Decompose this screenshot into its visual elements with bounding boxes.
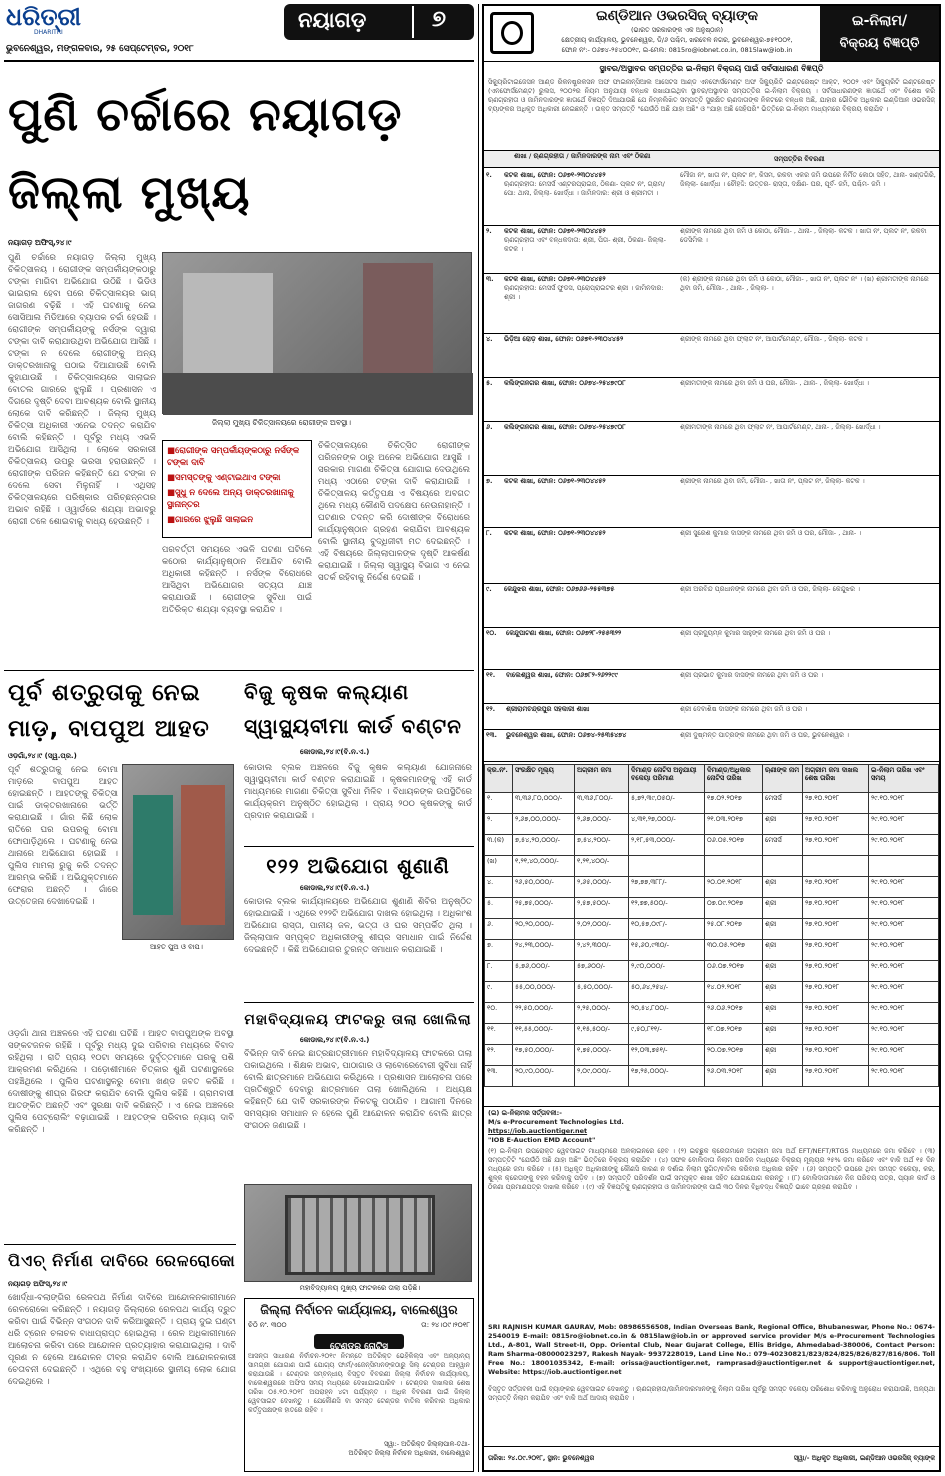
table-cell: ୯,୫୦,୮୧୧/- bbox=[629, 1024, 705, 1045]
table-row bbox=[485, 1024, 939, 1045]
tender-body: ଆସନ୍ତା ସାଧାରଣ ନିର୍ବାଚନ-୨୦୧୯ ନିମନ୍ତେ ଅତିରିକ୍ତ ଭେହିକିଲ୍‌ସ ଏବଂ ଅନ୍ୟାନ୍ୟ ସାମଗ୍ରୀ ଯୋଗାଣ ପାଇଁ ଯୋଗ୍ୟ ଫାର୍ମ/ଏଜେନ୍‌ସିମାନଙ୍କଠାରୁ ସିଲ୍‌ ଟେଣ୍ଡର ଆହ୍ୱାନ କରାଯାଉଛି । ଟେଣ୍ଡର ସମ୍ବନ୍ଧୀୟ ବିସ୍ତୃତ ବିବରଣୀ ଜିଲ୍ଲା ନିର୍ବାଚନ କାର୍ଯ୍ୟାଳୟ, ବାଲେଶ୍ୱରରେ ଅଫିସ ସମୟ ମଧ୍ୟରେ ଦେଖାଯାଇପାରିବ । ଟେଣ୍ଡର ଦାଖଲର ଶେଷ ତାରିଖ ୦୫.୧୦.୨୦୧୮ ଅପରାହ୍ନ ୪ଟା ପର୍ଯ୍ୟନ୍ତ । ଅଧିକ ବିବରଣୀ ପାଇଁ ଜିଲ୍ଲା ୱେବସାଇଟ ଦେଖନ୍ତୁ । ଯେକୌଣସି ବା ସମସ୍ତ ଟେଣ୍ଡର ବାତିଲ କରିବାର ଅଧିକାର କର୍ତ୍ତୃପକ୍ଷଙ୍କ ହାତରେ ରହିବ । bbox=[248, 1352, 470, 1414]
branch-name: କେନ୍ଦୁପାଟଣା ଶାଖା, ଫୋନ: ୦୬୭୨୮-୨୫୫୩୨୨ bbox=[506, 629, 622, 637]
lead-bullets-box bbox=[162, 440, 312, 538]
bank-auction-ad bbox=[482, 4, 941, 1472]
table-cell: ୩,୩୬,୮୦୦/- bbox=[575, 793, 629, 814]
section-title: ନୟାଗଡ଼ bbox=[298, 8, 367, 32]
table-cell: ୨୭.୧୦.୨୦୧୮ bbox=[803, 898, 869, 919]
story5-headline: ମହାବିଦ୍ୟାଳୟ ଫାଟକରୁ ତାଲା ଖୋଲିଲା bbox=[244, 1012, 472, 1028]
table-cell: ୨୯.୧୦.୨୦୧୮ bbox=[869, 940, 939, 961]
notice-intro: ସିକ୍ୟୁରିଟାଇଜେସନ ଆଣ୍ଡ ରିକନଷ୍ଟ୍ରକସନ ଅଫ ଫାଇନାନ୍ସିଆଲ ଆସେଟସ ଆଣ୍ଡ ଏନଫୋର୍ସମେଣ୍ଟ ଅଫ ସିକ୍ୟୁରିଟି ଇଣ୍ଟରେଷ୍ଟ ଆକ୍ଟ, ୨୦୦୨ ଏବଂ ସିକ୍ୟୁରିଟି ଇଣ୍ଟରେଷ୍ଟ (ଏନଫୋର୍ସମେଣ୍ଟ) ରୁଲସ, ୨୦୦୨ର ନିୟମ ଅନୁଯାୟୀ ବନ୍ଧକ ରଖାଯାଇଥିବା ସ୍ଥାବର/ଅସ୍ଥାବର ସମ୍ପତ୍ତିର ଇ-ନିଲାମ ବିକ୍ରୟ । ସର୍ବସାଧାରଣଙ୍କ ଜ୍ଞାତାର୍ଥେ ଏବଂ ବିଶେଷ କରି ଋଣଗ୍ରହୀତା ଓ ଜାମିନଦାରଙ୍କ ଜ୍ଞାତାର୍ଥେ ବିଜ୍ଞପ୍ତି ଦିଆଯାଉଛି ଯେ ନିମ୍ନଲିଖିତ ସମ୍ପତ୍ତି ସୁରକ୍ଷିତ ଋଣଦାତାଙ୍କ ନିକଟରେ ବନ୍ଧକ ଅଛି, ଯାହାର ଭୌତିକ ଅଧିକାର ଇଣ୍ଡିଆନ ଓଭରସିଜ୍ ବ୍ୟାଙ୍କର ଅଧିକୃତ ଅଧିକାରୀ ନେଇଛନ୍ତି । ଉକ୍ତ ସମ୍ପତ୍ତି "ଯେଉଁଠି ଅଛି ଯାହା ଅଛି" ଓ "ଯାହା ଅଛି ସେହିପରି" ଭିତ୍ତିରେ ଇ-ନିଲାମ ମାଧ୍ୟମରେ ବିକ୍ରୟ କରାଯିବ । bbox=[488, 78, 935, 113]
table-cell: ଶ୍ରୀ bbox=[763, 898, 803, 919]
table-header: ଋଣୀଙ୍କ ନାମ bbox=[763, 765, 803, 793]
story2-body-b: ଓଡ଼ଗାଁ ଥାନା ଅଞ୍ଚଳରେ ଏହି ଘଟଣା ଘଟିଛି । ଆହତ ବାପପୁଅଙ୍କ ଅବସ୍ଥା ସଙ୍କଟଜନକ ରହିଛି । ପୂର୍ବରୁ ମଧ୍ୟ ଦୁଇ ପରିବାର ମଧ୍ୟରେ ବିବାଦ ରହିଥିଲା । ରାତି ପ୍ରାୟ ୧୦ଟା ସମୟରେ ଦୁର୍ବୃତ୍ତମାନେ ଘରକୁ ପଶି ଆକ୍ରମଣ କରିଥିଲେ । ପଡ଼ୋଶୀମାନେ ଚିତ୍କାର ଶୁଣି ଘଟଣାସ୍ଥଳରେ ପହଞ୍ଚିଥିଲେ । ପୁଲିସ ଘଟଣାସ୍ଥଳରୁ ବୋମା ଖଣ୍ଡ ଜବତ କରିଛି । ଦୋଷୀଙ୍କୁ ଶୀଘ୍ର ଗିରଫ କରାଯିବ ବୋଲି ପୁଲିସ କହିଛି । ଗ୍ରାମବାସୀ ଆତଙ୍କିତ ଅଛନ୍ତି ଏବଂ ସୁରକ୍ଷା ଦାବି କରିଛନ୍ତି । ଏ ନେଇ ଅଞ୍ଚଳରେ ପୁଲିସ ପେଟ୍ରୋଲିଂ ବଢ଼ାଯାଇଛି । ଆହତଙ୍କ ପରିବାର ନ୍ୟାୟ ଦାବି କରିଛନ୍ତି । bbox=[8, 1029, 234, 1135]
table-cell: ୧୪.୦୨.୨୦୧୮ bbox=[705, 982, 763, 1003]
table-cell: ଶ୍ରୀ bbox=[763, 1045, 803, 1066]
lead-bullet-3: ■ସୁଧୁ ନ ଦେଲେ ଅନ୍ୟ ଡାକ୍ତରଖାନାକୁ ସ୍ଥାନାନ୍ତର bbox=[167, 488, 294, 510]
table-header-row bbox=[485, 765, 939, 793]
story5-dateline: କୋଡାଲ,୨୪।୯(ବି.ନ.ଏ.) bbox=[300, 1036, 370, 1044]
table-cell: ୭,୫୪,୨୦୦/- bbox=[575, 835, 629, 856]
table-cell bbox=[763, 856, 803, 877]
newspaper-logo bbox=[6, 4, 116, 36]
table-cell: ୬. bbox=[485, 919, 513, 940]
table-row bbox=[485, 898, 939, 919]
branch-row: ୪. ଭିଡ଼ିଆ ରୋଡ଼ ଶାଖା, ଫୋନ: ୦୬୭୧-୨୩୦୪୪୫୨ ଶ୍ରୀଙ୍କ ନାମରେ ଥିବା ଫ୍ଲାଟ ନଂ, ଆପାର୍ଟମେଣ୍ଟ, ମୌଜା- , ଜିଲ୍ଲା- କଟକ । bbox=[484, 334, 939, 378]
column-divider bbox=[478, 4, 479, 1472]
tender-subtitle-badge bbox=[314, 1334, 404, 1352]
branch-row: ୧୦. କେନ୍ଦୁପାଟଣା ଶାଖା, ଫୋନ: ୦୬୭୨୮-୨୫୫୩୨୨ ଶ୍ରୀ ପ୍ରଦ୍ୟୁମ୍ନ କୁମାର ସାହୁଙ୍କ ନାମରେ ଥିବା ଜମି ଓ ଘର । bbox=[484, 628, 939, 670]
branch-name: ବାଲେଶ୍ୱର ଶାଖା, ଫୋନ: ୦୬୭୮୨-୨୬୨୨୯୯ bbox=[506, 671, 618, 679]
branch-name: କଲିଙ୍ଗନଗର ଶାଖା, ଫୋନ: ୦୬୭୪-୨୫୪୭୯୦୮ bbox=[504, 423, 626, 431]
table-row bbox=[485, 793, 939, 814]
table-cell: (ଖ) bbox=[485, 856, 513, 877]
table-cell: ୫୦,୬୪,୨୫୪/- bbox=[629, 982, 705, 1003]
property-column-header: ସମ୍ପତ୍ତିର ବିବରଣୀ bbox=[774, 155, 825, 163]
table-cell: ୧,୨୧,୪୦,୦୦୦/- bbox=[513, 856, 575, 877]
tender-date: ତା: ୨୪।୦୯।୨୦୧୮ bbox=[421, 1321, 470, 1329]
bank-logo-icon bbox=[490, 12, 534, 54]
table-header: କ୍ର.ନଂ. bbox=[485, 765, 513, 793]
table-header: ଇ-ନିଲାମ ତାରିଖ ଏବଂ ସମୟ bbox=[869, 765, 939, 793]
branch-name: କଟକ ଶାଖା, ଫୋନ: ୦୬୭୧-୨୩୦୪୪୫୨ bbox=[504, 275, 606, 283]
branch-number: ୮. bbox=[486, 529, 492, 537]
table-cell: ୧୦,୫୭,୦୯୮/- bbox=[629, 919, 705, 940]
table-cell: ୨୯.୧୦.୨୦୧୮ bbox=[869, 1066, 939, 1087]
table-cell bbox=[803, 856, 869, 877]
lead-photo-caption: ଜିଲ୍ଲା ମୁଖ୍ୟ ଚିକିତ୍ସାଳୟରେ ରୋଗୀଙ୍କ ଅବସ୍ଥା। bbox=[212, 418, 351, 427]
branch-number: ୯. bbox=[486, 585, 492, 593]
table-cell: ୫୫,୦୦,୦୦୦/- bbox=[513, 982, 575, 1003]
bank-name-sub: (ଭାରତ ସରକାରଙ୍କ ଏକ ଅନୁଷ୍ଠାନ) bbox=[630, 26, 724, 34]
story4-dateline: କୋଡାଲ,୨୪।୯(ବି.ନ.ଏ.) bbox=[300, 884, 370, 892]
branch-name: ଭୁବନେଶ୍ୱର ଶାଖା, ଫୋନ: ୦୬୭୪-୨୫୩୫୪୭୪ bbox=[506, 731, 627, 739]
table-cell: ଶ୍ରୀ bbox=[763, 940, 803, 961]
table-cell: ୨୨,୫୦,୦୦୦/- bbox=[513, 1003, 575, 1024]
terms-contact-details: SRI RAJNISH KUMAR GAURAV, Mob: 08986556508, Indian Overseas Bank, Regional Office, Bhubaneswar, Phone No.: 0674-2540019 E-mail: 0815ro@iobnet.co.in & 0815law@iob.in or approved service provider M/s e-Procurement Technologies Ltd., A-801, Wall Street-II, Opp. Oriental Club, Near Gujarat College, Ellis Bridge, Ahmedabad-380006, Contact Person: Ram Sharma-08000023297, Rakesh Nayak- 9937228019, Land Line No.: 079-40230821/823/824/825/826/827/816/806. Toll Free No.: 18001035342, E-mail: orissa@auctiontiger.net, ramprasad@auctiontiger.net & support@auctiontiger.net, Website: https://iob.auctiontiger.net bbox=[488, 1323, 935, 1376]
tender-title: ଜିଲ୍ଲା ନିର୍ବାଚନ କାର୍ଯ୍ୟାଳୟ, ବାଲେଶ୍ୱର bbox=[260, 1302, 458, 1317]
story5-top-rule bbox=[244, 1002, 474, 1003]
table-cell: ଶ୍ରୀ bbox=[763, 919, 803, 940]
branch-row: ୫. କଲିଙ୍ଗନଗର ଶାଖା, ଫୋନ: ୦୬୭୪-୨୫୪୭୯୦୮ ଶ୍ରୀମତୀଙ୍କ ନାମରେ ଥିବା ଜମି ଓ ଘର, ମୌଜା- , ଥାନା- , ଜିଲ୍ଲା- ଖୋର୍ଦ୍ଧା । bbox=[484, 378, 939, 422]
bank-contact: ଫୋନ ନଂ:- ୦୬୭୪-୨୫୪୦୦୧୯, ଇ-ମେଲ: 0815ro@iobnet.co.in, 0815law@iob.in bbox=[561, 46, 793, 54]
table-cell: ୧୭.୦୨.୨୦୧୭ bbox=[705, 793, 763, 814]
lead-headline-2: ଜିଲ୍ଲା ମୁଖ୍ୟ bbox=[8, 165, 251, 219]
table-cell: ୨୦.୦୭.୨୦୧୭ bbox=[705, 1045, 763, 1066]
table-row bbox=[485, 1066, 939, 1087]
branch-number: ୨. bbox=[486, 227, 492, 235]
branch-row: ୯. କେନ୍ଦୁଝର ଶାଖା, ଫୋନ: ୦୬୭୬୬-୨୫୫୩୭୫ ଶ୍ରୀ ଅରବିନ୍ଦ ପ୍ରଧାନଙ୍କ ନାମରେ ଥିବା ଜମି ଓ ଘର, ଜିଲ୍ଲା- କେନ୍ଦୁଝର । bbox=[484, 584, 939, 628]
story6-top-rule bbox=[4, 1244, 236, 1245]
branch-number: ୬. bbox=[486, 423, 493, 431]
branch-name: ଭିଡ଼ିଆ ରୋଡ଼ ଶାଖା, ଫୋନ: ୦୬୭୧-୨୩୦୪୪୫୨ bbox=[504, 335, 624, 343]
table-cell: ୨୭.୧୦.୨୦୧୮ bbox=[803, 919, 869, 940]
logo-subtitle: DHARITRI bbox=[34, 29, 63, 36]
table-cell: ୨୭.୧୦.୨୦୧୮ bbox=[803, 814, 869, 835]
table-cell: ୨୭.୧୦.୨୦୧୮ bbox=[803, 835, 869, 856]
notice-type-line-1: ଇ-ନିଲାମ/ bbox=[851, 13, 908, 29]
table-cell: ୨୯.୧୦.୨୦୧୮ bbox=[869, 814, 939, 835]
story2-dateline: ଓଡ଼ଗାଁ,୨୪।୯ (ସ୍ୱ.ପ୍ର.) bbox=[8, 752, 77, 760]
story2-headline-2: ମାଡ଼, ବାପପୁଅ ଆହତ bbox=[8, 716, 210, 742]
story2-photo-caption: ଆହତ ପୁଅ ଓ ବାପ। bbox=[150, 943, 203, 951]
table-row bbox=[485, 1045, 939, 1066]
story6-dateline: ନୟାଗଡ଼ ଅଫିସ୍‌,୨୪।୯ bbox=[8, 1280, 68, 1288]
terms-closing: ବିସ୍ତୃତ ସର୍ତ୍ତାବଳୀ ପାଇଁ ବ୍ୟାଙ୍କର ୱେବସାଇଟ ଦେଖନ୍ତୁ । ଋଣଗ୍ରହୀତା/ଜାମିନଦାରମାନଙ୍କୁ ନିଲାମ ତାରିଖ ପୂର୍ବରୁ ସମସ୍ତ ବକେୟା ପରିଶୋଧ କରିବାକୁ ଅନୁରୋଧ କରାଯାଉଛି, ଅନ୍ୟଥା ସମ୍ପତ୍ତି ନିଲାମ କରାଯିବ ଏବଂ ବାକି ଅର୍ଥ ଆଦାୟ କରାଯିବ । bbox=[488, 1385, 935, 1402]
table-cell: ୨୭.୧୦.୨୦୧୮ bbox=[803, 1045, 869, 1066]
table-cell: ୧୩. bbox=[485, 1066, 513, 1087]
story6-body: ଖୋର୍ଦ୍ଧା-ବଲାଙ୍ଗିର ରେଳପଥ ନିର୍ମାଣ ଦାବିରେ ଆନ୍ଦୋଳନକାରୀମାନେ ରେଳରୋକୋ କରିଛନ୍ତି । ନୟାଗଡ଼ ଜିଲ୍ଲାରେ ରେଳପଥ କାର୍ଯ୍ୟ ଦ୍ରୁତ କରିବା ପାଇଁ ବିଭିନ୍ନ ସଂଗଠନ ଦାବି କରିଆସୁଛନ୍ତି । ପ୍ରାୟ ଦୁଇ ଘଣ୍ଟା ଧରି ଟ୍ରେନ ଚଳାଚଳ ବାଧାପ୍ରାପ୍ତ ହୋଇଥିଲା । ରେଳ ଅଧିକାରୀମାନେ ଆଲୋଚନା କରିବା ପରେ ଆନ୍ଦୋଳନ ପ୍ରତ୍ୟାହାର କରାଯାଇଥିଲା । ଦାବି ପୂରଣ ନ ହେଲେ ଆନ୍ଦୋଳନ ତୀବ୍ର କରାଯିବ ବୋଲି ଆନ୍ଦୋଳନକାରୀ ଚେତାବନୀ ଦେଇଛନ୍ତି । ଏଥିରେ ବହୁ ସଂଖ୍ୟାରେ ସ୍ଥାନୀୟ ଲୋକ ଯୋଗ ଦେଇଥିଲେ । bbox=[8, 1293, 236, 1387]
table-cell: ୧,୧୫,୫୦୦/- bbox=[575, 1024, 629, 1045]
masthead bbox=[6, 4, 474, 42]
table-cell: ୧. bbox=[485, 793, 513, 814]
table-cell bbox=[869, 856, 939, 877]
table-cell: ୨୭.୧୦.୨୦୧୮ bbox=[803, 793, 869, 814]
table-cell: ୫,୭୨,୩୯,୦୫୦/- bbox=[629, 793, 705, 814]
table-cell: ୨୯.୧୦.୨୦୧୮ bbox=[869, 898, 939, 919]
story4-headline: ୧୨୨ ଅଭିଯୋଗ ଶୁଣାଣି bbox=[266, 854, 450, 878]
table-cell: ୧୧,୫୫,୦୦୦/- bbox=[513, 1024, 575, 1045]
table-cell: ୭,୫୪,୨୦,୦୦୦/- bbox=[513, 835, 575, 856]
branch-number: ୭. bbox=[486, 477, 493, 485]
story3-dateline: କୋଡାଲ,୨୪।୯(ବି.ନ.ଏ.) bbox=[300, 748, 370, 756]
table-cell: ୪. bbox=[485, 877, 513, 898]
table-cell: ୨,୧୮,୫୩,୦୦୦/- bbox=[629, 835, 705, 856]
table-cell: ୪,୩୧,୨୭,୦୦୦/- bbox=[629, 814, 705, 835]
branch-name: କେନ୍ଦୁଝର ଶାଖା, ଫୋନ: ୦୬୭୬୬-୨୫୫୩୭୫ bbox=[504, 585, 615, 593]
lead-bullet-2: ■ସମସ୍ତଙ୍କୁ ଏଣ୍ଟାଇଥାଏ ଟଙ୍କା bbox=[167, 473, 281, 483]
table-cell: ୩,୩୬,୮୦,୦୦୦/- bbox=[513, 793, 575, 814]
branch-number: ୩. bbox=[486, 275, 494, 283]
story6-headline: ପିଏଚ୍‌ ନିର୍ମାଣ ଦାବିରେ ରେଳରୋକୋ bbox=[8, 1251, 236, 1270]
branch-row: ୧. କଟକ ଶାଖା, ଫୋନ: ୦୬୭୧-୨୩୦୪୪୫୨ ଋଣଗ୍ରହୀତା: ମେସର୍ସ ଏଣ୍ଟରପ୍ରାଇଜ, ଠିକଣା- ପ୍ଲଟ ନଂ, ଗ୍ରାମ/ପୋ: ଥାନା, ଜିଲ୍ଲା- ଖୋର୍ଦ୍ଧା । ଜାମିନଦାର: ଶ୍ରୀ ଓ ଶ୍ରୀମତୀ । ମୌଜା ନଂ, ଖାତା ନଂ, ପ୍ଲଟ ନଂ, କିସମ, ରକବା ଏକର ଜମି ଉପରେ ନିର୍ମିତ କୋଠା ସହିତ, ଥାନା- ଖଣ୍ଡଗିରି, ଜିଲ୍ଲା- ଖୋର୍ଦ୍ଧା । ଚୌହଦ୍ଦି: ଉତ୍ତର- ରାସ୍ତା, ଦକ୍ଷିଣ- ଘର, ପୂର୍ବ- ଜମି, ପଶ୍ଚିମ- ଜମି । bbox=[484, 170, 939, 226]
table-cell: ୨୯.୧୦.୨୦୧୮ bbox=[869, 877, 939, 898]
table-cell: ୨୯.୧୦.୨୦୧୮ bbox=[869, 982, 939, 1003]
branch-row: ୧୩. ଭୁବନେଶ୍ୱର ଶାଖା, ଫୋନ: ୦୬୭୪-୨୫୩୫୪୭୪ ଶ୍ରୀ ଦୁଷ୍ମନ୍ତ ପାତ୍ରଙ୍କ ନାମରେ ଥିବା ଜମି ଓ ଘର, ଭୁବନେଶ୍ୱର । bbox=[484, 730, 939, 762]
tender-notice bbox=[244, 1298, 474, 1472]
branch-name: କଟକ ଶାଖା, ଫୋନ: ୦୬୭୧-୨୩୦୪୪୫୨ bbox=[504, 227, 606, 235]
table-row bbox=[485, 877, 939, 898]
table-cell: ୨୭.୧୦.୨୦୧୮ bbox=[803, 940, 869, 961]
table-cell: ୨,୪୨,୩୦୦/- bbox=[575, 940, 629, 961]
table-cell: ୩୦.୦୫.୨୦୧୭ bbox=[705, 940, 763, 961]
table-cell: ୨,୦୨,୦୦୦/- bbox=[575, 919, 629, 940]
branch-list-header bbox=[484, 150, 939, 168]
footer-signature: ସ୍ୱା/- ଅଧିକୃତ ଅଧିକାରୀ, ଇଣ୍ଡିଆନ ଓଭରସିଜ୍ ବ୍ୟାଙ୍କ bbox=[793, 1454, 935, 1462]
story2-body-a: ପୂର୍ବ ଶତ୍ରୁତାକୁ ନେଇ ବୋମା ମାଡ଼ରେ ବାପପୁଅ ଆହତ ହୋଇଛନ୍ତି । ଆହତଙ୍କୁ ଚିକିତ୍ସା ପାଇଁ ଡାକ୍ତରଖାନାରେ ଭର୍ତ୍ତି କରାଯାଇଛି । ଗାଁର କିଛି ଲୋକ ରାତିରେ ଘର ଉପରକୁ ବୋମା ଫୋପାଡ଼ିଥିଲେ । ଘଟଣାକୁ ନେଇ ଥାନାରେ ଅଭିଯୋଗ ହୋଇଛି । ପୁଲିସ ମାମଲା ରୁଜୁ କରି ତଦନ୍ତ ଆରମ୍ଭ କରିଛି । ଅଭିଯୁକ୍ତମାନେ ଫେରାର ଅଛନ୍ତି । ଗାଁରେ ଉତ୍ତେଜନା ଦେଖାଦେଇଛି । bbox=[8, 765, 118, 907]
branch-column-header: ଶାଖା / ଋଣଗ୍ରହୀତା / ଜାମିନଦାରଙ୍କ ନାମ ଏବଂ ଠିକଣା bbox=[514, 152, 651, 160]
table-cell: ୧୨,୦୩,୭୫୧/- bbox=[629, 1045, 705, 1066]
table-cell: ୧୭,୨୫,୦୦୦/- bbox=[629, 1066, 705, 1087]
table-cell: ୯. bbox=[485, 982, 513, 1003]
table-cell: ୧୧. bbox=[485, 1024, 513, 1045]
table-cell: ୨୦,୨୦,୦୦୦/- bbox=[513, 919, 575, 940]
table-cell: ୧୮.୦୭.୨୦୧୭ bbox=[705, 1024, 763, 1045]
table-cell: ୦୬.୦୫.୨୦୧୭ bbox=[705, 835, 763, 856]
footer-date-place: ତାରିଖ: ୨୪.୦୯.୨୦୧୮, ସ୍ଥାନ: ଭୁବନେଶ୍ୱର bbox=[488, 1454, 595, 1462]
table-cell: ଶ୍ରୀ bbox=[763, 1024, 803, 1045]
tender-signature-1: ସ୍ୱା:- ଅତିରିକ୍ତ ଜିଲ୍ଲାପାଳ-ତଥା- bbox=[383, 1440, 470, 1448]
logo-text: ଧରିତ୍ରୀ bbox=[6, 2, 81, 31]
lead-bottom-rule bbox=[4, 670, 474, 671]
table-cell: ୨୬,୫୦,୦୦୦/- bbox=[513, 877, 575, 898]
branch-row: ୧୧. ବାଲେଶ୍ୱର ଶାଖା, ଫୋନ: ୦୬୭୮୨-୨୬୨୨୯୯ ଶ୍ରୀ ପ୍ରଭାତ କୁମାର ଦାସଙ୍କ ନାମରେ ଥିବା ଜମି ଓ ଘର । bbox=[484, 670, 939, 704]
branch-number: ୧୧. bbox=[486, 671, 496, 679]
table-cell: ୨,୨୫,୦୦୦/- bbox=[575, 1003, 629, 1024]
table-cell: ୨୭.୧୦.୨୦୧୮ bbox=[803, 1024, 869, 1045]
table-cell: ୨,୫୭,୫୦୦/- bbox=[575, 898, 629, 919]
table-cell: ୨୧.୦୩.୨୦୧୭ bbox=[705, 814, 763, 835]
table-cell: ୧,୨୧,୪୦୦/- bbox=[575, 856, 629, 877]
hospital-ward-photo bbox=[162, 252, 472, 414]
tender-letter-no: ଚିଠି ନଂ. ୩୦୦ bbox=[248, 1321, 287, 1329]
story3-headline-2: ସ୍ୱାସ୍ଥ୍ୟବୀମା କାର୍ଡ ବଣ୍ଟନ bbox=[244, 714, 462, 738]
dateline-bar: ଭୁବନେଶ୍ୱର, ମଙ୍ଗଳବାର, ୨୫ ସେପ୍ଟେମ୍ବର, ୨୦୧୮ bbox=[6, 44, 194, 54]
terms-emd-account: "IOB E-Auction EMD Account" bbox=[488, 1136, 596, 1144]
lead-body-col-1: ପୁଣି ଚର୍ଚ୍ଚାରେ ନୟାଗଡ଼ ଜିଲ୍ଲା ମୁଖ୍ୟ ଚିକିତ୍ସାଳୟ । ରୋଗୀଙ୍କ ସମ୍ପର୍କୀୟଙ୍କଠାରୁ ଟଙ୍କା ମାଗିବା ଅଭିଯୋଗ ଉଠିଛି । ଭିଡିଓ ଭାଇରାଲ ହେବା ପରେ ଚିକିତ୍ସାଳୟର ଭାଗ୍ ଜାଗରଣ ବଢ଼ିଛି । ଏହି ଘଟଣାକୁ ନେଇ ସୋସିଆଲ ମିଡିଆରେ ବ୍ୟାପକ ଚର୍ଚ୍ଚା ହେଉଛି । ରୋଗୀଙ୍କ ସମ୍ପର୍କୀୟଙ୍କୁ ନର୍ସଙ୍କ ଦ୍ୱାରା ଟଙ୍କା ଦାବି କରାଯାଉଥିବା ଅଭିଯୋଗ ଆସିଛି । ଟଙ୍କା ନ ଦେଲେ ରୋଗୀଙ୍କୁ ଅନ୍ୟ ଡାକ୍ତରଖାନାକୁ ପଠାଇ ଦିଆଯାଉଛି ବୋଲି କୁହାଯାଉଛି । ଚିକିତ୍ସାଳୟରେ ସାଲାଇନ ବୋତଲ ଗାରରେ ଝୁଲୁଛି । ପ୍ରଶାସନ ଏ ଦିଗରେ ଦୃଷ୍ଟି ଦେବା ଆବଶ୍ୟକ ବୋଲି ସ୍ଥାନୀୟ ଲୋକେ ଦାବି କରିଛନ୍ତି । ଜିଲ୍ଲା ମୁଖ୍ୟ ଚିକିତ୍ସା ଅଧିକାରୀ ଏନେଇ ତଦନ୍ତ କରାଯିବ ବୋଲି କହିଛନ୍ତି । ପୂର୍ବରୁ ମଧ୍ୟ ଏଭଳି ଅଭିଯୋଗ ଆସିଥିଲା । ଲୋକେ ସରକାରୀ ଚିକିତ୍ସାଳୟ ଉପରୁ ଭରସା ହରାଉଛନ୍ତି । ରୋଗୀଙ୍କ ପରିଜନ କହିଛନ୍ତି ଯେ ଟଙ୍କା ନ ଦେଲେ ସେବା ମିଳୁନାହିଁ । ଏଥିସହ ଚିକିତ୍ସାଳୟରେ ପରିଷ୍କାର ପରିଚ୍ଛନ୍ନତାର ଅଭାବ ରହିଛି । ଓ୍ୱାର୍ଡରେ ଶଯ୍ୟା ଅଭାବରୁ ରୋଗୀ ତଳେ ଶୋଇବାକୁ ବାଧ୍ୟ ହେଉଛନ୍ତି । bbox=[8, 253, 156, 527]
table-cell: ୫,୫୦,୦୦୦/- bbox=[575, 982, 629, 1003]
table-cell bbox=[705, 856, 763, 877]
tender-subtitle: ଟେଣ୍ଡର ନୋଟିସ bbox=[329, 1342, 389, 1352]
table-cell: ୨୭.୧୦.୨୦୧୮ bbox=[803, 1066, 869, 1087]
table-cell: ୨୯.୧୦.୨୦୧୮ bbox=[869, 835, 939, 856]
table-cell: ୨୭.୧୦.୨୦୧୮ bbox=[803, 877, 869, 898]
table-row bbox=[485, 940, 939, 961]
table-header: ଅଗ୍ରୀମ ଜମା ଦାଖଲ ଶେଷ ତାରିଖ bbox=[803, 765, 869, 793]
table-cell: ୧୭,୫୦,୦୦୦/- bbox=[513, 1045, 575, 1066]
table-cell: ୫,୭୬,୦୦୦/- bbox=[513, 961, 575, 982]
story2-headline-1: ପୂର୍ବ ଶତ୍ରୁତାକୁ ନେଇ bbox=[8, 680, 201, 706]
section-tab bbox=[284, 4, 474, 40]
table-cell: ୩.(କ) bbox=[485, 835, 513, 856]
table-cell: ୫. bbox=[485, 898, 513, 919]
terms-heading: (ଇ) ଇ-ନିଲାମର ସର୍ତ୍ତାବଳୀ:- bbox=[488, 1109, 562, 1117]
table-cell: ୨୯.୧୦.୨୦୧୮ bbox=[869, 1024, 939, 1045]
branch-list bbox=[484, 170, 939, 762]
table-header: ସଂରକ୍ଷିତ ମୂଲ୍ୟ bbox=[513, 765, 575, 793]
table-cell: ମେସର୍ସ bbox=[763, 835, 803, 856]
bank-header bbox=[484, 6, 939, 62]
tender-reference bbox=[248, 1320, 470, 1330]
masthead-divider bbox=[4, 60, 474, 62]
branch-name: କଟକ ଶାଖା, ଫୋନ: ୦୬୭୧-୨୩୦୪୪୫୨ bbox=[504, 171, 606, 179]
lead-body-col-2: ଚିକିତ୍ସାଳୟରେ ଚିକିତ୍ସିତ ରୋଗୀଙ୍କ ପରିଜନଙ୍କ ଠାରୁ ଅନେକ ଅଭିଯୋଗ ଆସୁଛି । ସରକାର ମାଗଣା ଚିକିତ୍ସା ଯୋଗାଇ ଦେଉଥିଲେ ମଧ୍ୟ ଏଠାରେ ଟଙ୍କା ଦାବି କରାଯାଉଛି । ଚିକିତ୍ସାଳୟ କର୍ତ୍ତୃପକ୍ଷ ଏ ବିଷୟରେ ଅବଗତ ଥିଲେ ମଧ୍ୟ କୌଣସି ପଦକ୍ଷେପ ନେଉନାହାନ୍ତି । ଘଟଣାର ତଦନ୍ତ କରି ଦୋଷୀଙ୍କ ବିରୋଧରେ କାର୍ଯ୍ୟାନୁଷ୍ଠାନ ଗ୍ରହଣ କରାଯିବା ଆବଶ୍ୟକ ବୋଲି ସ୍ଥାନୀୟ ବୁଦ୍ଧିଜୀବୀ ମତ ଦେଇଛନ୍ତି । ଏହି ବିଷୟରେ ଜିଲ୍ଲାପାଳଙ୍କ ଦୃଷ୍ଟି ଆକର୍ଷଣ କରାଯାଇଛି । ଜିଲ୍ଲା ସ୍ୱାସ୍ଥ୍ୟ ବିଭାଗ ଏ ନେଇ ସତର୍କ ରହିବାକୁ ନିର୍ଦ୍ଦେଶ ଦେଇଛି । bbox=[318, 441, 470, 583]
table-cell: ୫୭,୬୦୦/- bbox=[575, 961, 629, 982]
story4-body: କୋଡାଲ ବ୍ଲକ କାର୍ଯ୍ୟାଳୟରେ ଅଭିଯୋଗ ଶୁଣାଣି ଶିବିର ଅନୁଷ୍ଠିତ ହୋଇଯାଇଛି । ଏଥିରେ ୧୨୨ଟି ଅଭିଯୋଗ ଦାଖଲ ହୋଇଥିଲା । ଅଧିକାଂଶ ଅଭିଯୋଗ ରାସ୍ତା, ପାନୀୟ ଜଳ, ଭତ୍ତା ଓ ଘର ସମ୍ପର୍କିତ ଥିଲା । ଜିଲ୍ଲାପାଳ ସମ୍ପୃକ୍ତ ଅଧିକାରୀଙ୍କୁ ଶୀଘ୍ର ସମାଧାନ ପାଇଁ ନିର୍ଦ୍ଦେଶ ଦେଇଛନ୍ତି । କିଛି ଅଭିଯୋଗର ତୁରନ୍ତ ସମାଧାନ କରାଯାଇଛି । bbox=[244, 897, 472, 955]
terms-block bbox=[484, 1106, 939, 1440]
bank-name: ଇଣ୍ଡିଆନ ଓଭରସିଜ୍‌ ବ୍ୟାଙ୍କ bbox=[596, 8, 758, 24]
table-cell: ୨୬.୦୬.୨୦୧୭ bbox=[705, 1003, 763, 1024]
terms-body: (୧) ଇ-ନିଲାମ ଉପରୋକ୍ତ ୱେବସାଇଟ ମାଧ୍ୟମରେ ଅନଲାଇନରେ ହେବ । (୨) ଇଚ୍ଛୁକ କ୍ରେତାମାନେ ଅଗ୍ରୀମ ଜମା ଅର୍ଥ EFT/NEFT/RTGS ମାଧ୍ୟମରେ ଜମା କରିବେ । (୩) ସମ୍ପତ୍ତିଟି "ଯେଉଁଠି ଅଛି ଯାହା ଅଛି" ଭିତ୍ତିରେ ବିକ୍ରୟ କରାଯିବ । (୪) ସଫଳ ବୋଲିଦାତା ନିଲାମ ପରଦିନ ମଧ୍ୟରେ ବିକ୍ରୟ ମୂଲ୍ୟର ୨୫% ଜମା କରିବେ ଏବଂ ବାକି ଅର୍ଥ ୧୫ ଦିନ ମଧ୍ୟରେ ଜମା କରିବେ । (୫) ଅଧିକୃତ ଅଧିକାରୀଙ୍କୁ କୌଣସି କାରଣ ନ ଦର୍ଶାଇ ନିଲାମ ସ୍ଥଗିତ/ବାତିଲ କରିବାର ଅଧିକାର ରହିବ । (୬) ସମ୍ପତ୍ତି ଉପରେ ଥିବା ସମସ୍ତ ବକେୟା, କର, ଶୁଳ୍କ କ୍ରେତାଙ୍କୁ ବହନ କରିବାକୁ ପଡ଼ିବ । (୭) ସମ୍ପତ୍ତି ପରିଦର୍ଶନ ପାଇଁ ସମ୍ପୃକ୍ତ ଶାଖା ସହିତ ଯୋଗାଯୋଗ କରନ୍ତୁ । (୮) ବୋଲିଦାତାମାନେ ନିଜ ପରିଚୟ ପତ୍ର, ପ୍ୟାନ କାର୍ଡ ଓ ଠିକଣା ପ୍ରମାଣପତ୍ର ଦାଖଲ କରିବେ । (୯) ଏହି ବିଜ୍ଞପ୍ତିକୁ ଋଣଗ୍ରହୀତା ଓ ଜାମିନଦାରଙ୍କ ପାଇଁ ୩୦ ଦିନର ବିଧିବଦ୍ଧ ବିଜ୍ଞପ୍ତି ଭାବେ ଗ୍ରହଣ କରାଯିବ । bbox=[488, 1147, 935, 1191]
table-cell: ୮. bbox=[485, 961, 513, 982]
table-cell: ୨୦,୫୪,୮୦୦/- bbox=[629, 1003, 705, 1024]
ad-footer bbox=[484, 1446, 939, 1470]
table-cell: ୨୬.୦୩.୨୦୧୮ bbox=[705, 1066, 763, 1087]
story4-top-rule bbox=[244, 846, 474, 847]
story3-headline-1: ବିଜୁ କୃଷକ କଲ୍ୟାଣ bbox=[244, 680, 410, 704]
table-cell: ୧୨. bbox=[485, 1045, 513, 1066]
table-cell: ୨୭,୭୭,୩୮୮/- bbox=[629, 877, 705, 898]
table-cell bbox=[629, 856, 705, 877]
table-cell: ୧୫,୬୦,୯୩୦/- bbox=[629, 940, 705, 961]
table-row bbox=[485, 1003, 939, 1024]
table-header: ଅଗ୍ରୀମ ଜମା bbox=[575, 765, 629, 793]
table-cell: ୨,୬୫,୦୦୦/- bbox=[575, 877, 629, 898]
story5-photo-caption: ମହାବିଦ୍ୟାଳୟ ମୁଖ୍ୟ ଫାଟକରେ ତାଲା ପଡ଼ିଛି। bbox=[299, 1284, 421, 1292]
table-cell: ୧୦. bbox=[485, 1003, 513, 1024]
table-cell: ୨୪,୨୩,୦୦୦/- bbox=[513, 940, 575, 961]
branch-row: ୭. କଟକ ଶାଖା, ଫୋନ: ୦୬୭୧-୨୩୦୪୪୫୨ ଶ୍ରୀଙ୍କ ନାମରେ ଥିବା ଜମି, ମୌଜା- , ଖାତା ନଂ, ପ୍ଲଟ ନଂ, ଜିଲ୍ଲା- କଟକ । bbox=[484, 476, 939, 528]
table-cell: ୨୫.୦୮.୨୦୧୭ bbox=[705, 919, 763, 940]
bank-address: କ୍ଷେତ୍ରୀୟ କାର୍ଯ୍ୟାଳୟ, ଭୁବନେଶ୍ୱର, ଡି/୬ ପଶ୍ଚିମ, ଖରବେଳ ନଗର, ଭୁବନେଶ୍ୱର-୭୫୧୦୦୧, bbox=[561, 36, 793, 44]
college-gate-photo bbox=[244, 1184, 472, 1282]
table-cell: ୦୬.୦୭.୨୦୧୭ bbox=[705, 961, 763, 982]
lead-bullet-1: ■ରୋଗୀଙ୍କ ସମ୍ପର୍କୀୟଙ୍କଠାରୁ ନର୍ସଙ୍କ ଟଙ୍କା ଦାବି bbox=[167, 446, 300, 468]
branch-number: ୪. bbox=[486, 335, 493, 343]
table-row bbox=[485, 919, 939, 940]
table-cell: ୨. bbox=[485, 814, 513, 835]
table-cell: ୧୨,୭୭,୫୦୦/- bbox=[629, 898, 705, 919]
branch-number: ୧୩. bbox=[486, 731, 497, 739]
notice-type-tag bbox=[820, 6, 939, 61]
table-cell: ୨,୯୦,୦୦୦/- bbox=[629, 961, 705, 982]
branch-name: ଶ୍ରୀରାମଚନ୍ଦ୍ରପୁର ସହକାରୀ ଶାଖା bbox=[506, 705, 590, 713]
branch-row: ୨. କଟକ ଶାଖା, ଫୋନ: ୦୬୭୧-୨୩୦୪୪୫୨ ଋଣଗ୍ରହୀତା ଏବଂ ବନ୍ଧକଦାତା: ଶ୍ରୀ, ପିତା- ଶ୍ରୀ, ଠିକଣା- ଜିଲ୍ଲା- କଟକ । ଶ୍ରୀଙ୍କ ନାମରେ ଥିବା ଜମି ଓ କୋଠା, ମୌଜା- , ଥାନା- , ଜିଲ୍ଲା- କଟକ । ଖାତା ନଂ, ପ୍ଲଟ ନଂ, ରକବା ଡେସିମିଲ । bbox=[484, 226, 939, 274]
table-cell: ୨୭.୧୦.୨୦୧୮ bbox=[803, 961, 869, 982]
branch-row: ୮. କଟକ ଶାଖା, ଫୋନ: ୦୬୭୧-୨୩୦୪୪୫୨ ଶ୍ରୀ ସୁରେଶ କୁମାର ଦାସଙ୍କ ନାମରେ ଥିବା ଜମି ଓ ଘର, ମୌଜା- , ଥାନା- । bbox=[484, 528, 939, 584]
branch-number: ୫. bbox=[486, 379, 493, 387]
table-cell: ୨୭.୧୦.୨୦୧୮ bbox=[803, 982, 869, 1003]
table-cell: ୨୦,୯୦,୦୦୦/- bbox=[513, 1066, 575, 1087]
tender-signature-2: ଅତିରିକ୍ତ ଜିଲ୍ଲା ନିର୍ବାଚନ ଅଧିକାରୀ, ବାଲେଶ୍ୱର bbox=[348, 1449, 470, 1457]
table-header: ଦିମାଣ୍ଡ/ଅଧିକାର ନୋଟିସ ତାରିଖ bbox=[705, 765, 763, 793]
story2-photo bbox=[122, 764, 234, 940]
branch-number: ୧. bbox=[486, 171, 492, 179]
table-cell: ଶ୍ରୀ bbox=[763, 1066, 803, 1087]
lead-body-col-3: ପରବର୍ତ୍ତୀ ସମୟରେ ଏଭଳି ଘଟଣା ଘଟିଲେ କଠୋର କାର୍ଯ୍ୟାନୁଷ୍ଠାନ ନିଆଯିବ ବୋଲି ଅଧିକାରୀ କହିଛନ୍ତି । ନର୍ସଙ୍କ ବିରୋଧରେ ଆସିଥିବା ଅଭିଯୋଗର ସତ୍ୟତା ଯାଞ୍ଚ କରାଯାଉଛି । ରୋଗୀଙ୍କ ସୁବିଧା ପାଇଁ ଅତିରିକ୍ତ ଶଯ୍ୟା ବ୍ୟବସ୍ଥା କରାଯିବ । bbox=[162, 545, 312, 615]
auction-schedule-table bbox=[484, 764, 939, 1087]
branch-row: ୩. କଟକ ଶାଖା, ଫୋନ: ୦୬୭୧-୨୩୦୪୪୫୨ ଋଣଗ୍ରହୀତା: ମେସର୍ସ ଫୁଡସ, ପ୍ରୋପ୍ରାଇଟର ଶ୍ରୀ । ଜାମିନଦାର: ଶ୍ରୀ । (କ) ଶ୍ରୀଙ୍କ ନାମରେ ଥିବା ଜମି ଓ କୋଠା, ମୌଜା- , ଖାତା ନଂ, ପ୍ଲଟ ନଂ । (ଖ) ଶ୍ରୀମତୀଙ୍କ ନାମରେ ଥିବା ଜମି, ମୌଜା- , ଥାନା- , ଜିଲ୍ଲା- । bbox=[484, 274, 939, 334]
lead-dateline: ନୟାଗଡ଼ ଅଫିସ୍‌,୨୪।୯ bbox=[8, 238, 72, 247]
table-cell: ୭. bbox=[485, 940, 513, 961]
branch-row: ୧୨. ଶ୍ରୀରାମଚନ୍ଦ୍ରପୁର ସହକାରୀ ଶାଖା ଶ୍ରୀ ଦେବାଶିଷ ଦାସଙ୍କ ନାମରେ ଥିବା ଜମି ଓ ଘର । bbox=[484, 704, 939, 730]
table-row bbox=[485, 814, 939, 835]
table-row bbox=[485, 835, 939, 856]
table-cell: ୨୯.୧୦.୨୦୧୮ bbox=[869, 961, 939, 982]
table-cell: ଶ୍ରୀ bbox=[763, 877, 803, 898]
table-row bbox=[485, 856, 939, 877]
table-cell: ଶ୍ରୀ bbox=[763, 961, 803, 982]
story5-body: ବିଭିନ୍ନ ଦାବି ନେଇ ଛାତ୍ରଛାତ୍ରୀମାନେ ମହାବିଦ୍ୟାଳୟ ଫାଟକରେ ତାଲା ପକାଇଥିଲେ । ଶିକ୍ଷକ ଅଭାବ, ପାଠାଗାର ଓ ଲାବୋରେଟୋରୀ ସୁବିଧା ନାହିଁ ବୋଲି ଛାତ୍ରମାନେ ଅଭିଯୋଗ କରିଥିଲେ । ପ୍ରଶାସନ ଆଲୋଚନା ପରେ ପ୍ରତିଶ୍ରୁତି ଦେବାରୁ ଛାତ୍ରମାନେ ତାଲା ଖୋଲିଥିଲେ । ଅଧ୍ୟକ୍ଷ କହିଛନ୍ତି ଯେ ଦାବି ସରକାରଙ୍କ ନିକଟକୁ ପଠାଯିବ । ଆଗାମୀ ଦିନରେ ସମସ୍ୟାର ସମାଧାନ ନ ହେଲେ ପୁଣି ଆନ୍ଦୋଳନ କରାଯିବ ବୋଲି ଛାତ୍ର ସଂଗଠନ ଜଣାଇଛି । bbox=[244, 1049, 472, 1131]
notice-title: ସ୍ଥାବର/ଅସ୍ଥାବର ସମ୍ପତ୍ତିର ଇ-ନିଲାମ ବିକ୍ରୟ ପାଇଁ ସର୍ବସାଧାରଣ ବିଜ୍ଞପ୍ତି bbox=[599, 64, 824, 73]
table-cell: ୨,୬୭,୦୦,୦୦୦/- bbox=[513, 814, 575, 835]
table-cell: ଶ୍ରୀ bbox=[763, 1003, 803, 1024]
branch-number: ୧୨. bbox=[486, 705, 496, 713]
terms-auction-website[interactable]: https://iob.auctiontiger.net bbox=[488, 1127, 588, 1135]
table-cell: ୨୫,୭୫,୦୦୦/- bbox=[513, 898, 575, 919]
table-cell: ୨୭.୧୦.୨୦୧୮ bbox=[803, 1003, 869, 1024]
branch-row: ୬. କଲିଙ୍ଗନଗର ଶାଖା, ଫୋନ: ୦୬୭୪-୨୫୪୭୯୦୮ ଶ୍ରୀମତୀଙ୍କ ନାମରେ ଥିବା ଫ୍ଲାଟ ନଂ, ଆପାର୍ଟମେଣ୍ଟ, ଥାନା- , ଜିଲ୍ଲା- ଖୋର୍ଦ୍ଧା । bbox=[484, 422, 939, 476]
branch-number: ୧୦. bbox=[486, 629, 497, 637]
branch-name: କଟକ ଶାଖା, ଫୋନ: ୦୬୭୧-୨୩୦୪୪୫୨ bbox=[504, 477, 606, 485]
page-number: ୭ bbox=[432, 6, 447, 32]
story3-body: କୋଡାଲ ବ୍ଲକ ଅଞ୍ଚଳରେ ବିଜୁ କୃଷକ କଲ୍ୟାଣ ଯୋଜନାରେ ସ୍ୱାସ୍ଥ୍ୟବୀମା କାର୍ଡ ବଣ୍ଟନ କରାଯାଇଛି । କୃଷକମାନଙ୍କୁ ଏହି କାର୍ଡ ମାଧ୍ୟମରେ ମାଗଣା ଚିକିତ୍ସା ସୁବିଧା ମିଳିବ । ବିଧାୟକଙ୍କ ଉପସ୍ଥିତିରେ କାର୍ଯ୍ୟକ୍ରମ ଅନୁଷ୍ଠିତ ହୋଇଥିଲା । ପ୍ରାୟ ୨୦୦ କୃଷକଙ୍କୁ କାର୍ଡ ପ୍ରଦାନ କରାଯାଇଛି । bbox=[244, 763, 472, 821]
branch-name: କଲିଙ୍ଗନଗର ଶାଖା, ଫୋନ: ୦୬୭୪-୨୫୪୭୯୦୮ bbox=[504, 379, 626, 387]
table-cell: ଶ୍ରୀ bbox=[763, 982, 803, 1003]
table-row bbox=[485, 982, 939, 1003]
lead-headline-1: ପୁଣି ଚର୍ଚ୍ଚାରେ ନୟାଗଡ଼ bbox=[8, 87, 403, 141]
table-cell: ୦୭.୦୯.୨୦୧୭ bbox=[705, 898, 763, 919]
branch-name: କଟକ ଶାଖା, ଫୋନ: ୦୬୭୧-୨୩୦୪୪୫୨ bbox=[504, 529, 606, 537]
table-cell: ୨୯.୧୦.୨୦୧୮ bbox=[869, 1045, 939, 1066]
terms-service-provider: M/s e-Procurement Technologies Ltd. bbox=[488, 1118, 624, 1126]
table-header: ଦିମାଣ୍ଡ ନୋଟିସ ଅନୁଯାୟୀ ବକେୟା ପରିମାଣ bbox=[629, 765, 705, 793]
table-row bbox=[485, 961, 939, 982]
table-cell: ୨,୬୭,୦୦୦/- bbox=[575, 814, 629, 835]
table-cell: ୨,୦୯,୦୦୦/- bbox=[575, 1066, 629, 1087]
table-cell: ୨୯.୧୦.୨୦୧୮ bbox=[869, 919, 939, 940]
table-cell: ୨୦.୦୧.୨୦୧୮ bbox=[705, 877, 763, 898]
table-cell: ଶ୍ରୀ bbox=[763, 814, 803, 835]
table-cell: ମେସର୍ସ bbox=[763, 793, 803, 814]
table-cell: ୨୯.୧୦.୨୦୧୮ bbox=[869, 793, 939, 814]
reserve-price-table bbox=[484, 764, 939, 1104]
lead-bullet-4: ■ଗାରରେ ଝୁଲୁଛି ସାଲାଇନ bbox=[167, 515, 254, 525]
table-cell: ୨୯.୧୦.୨୦୧୮ bbox=[869, 1003, 939, 1024]
table-cell: ୧,୭୫,୦୦୦/- bbox=[575, 1045, 629, 1066]
notice-type-line-2: ବିକ୍ରୟ ବିଜ୍ଞପ୍ତି bbox=[839, 36, 920, 51]
